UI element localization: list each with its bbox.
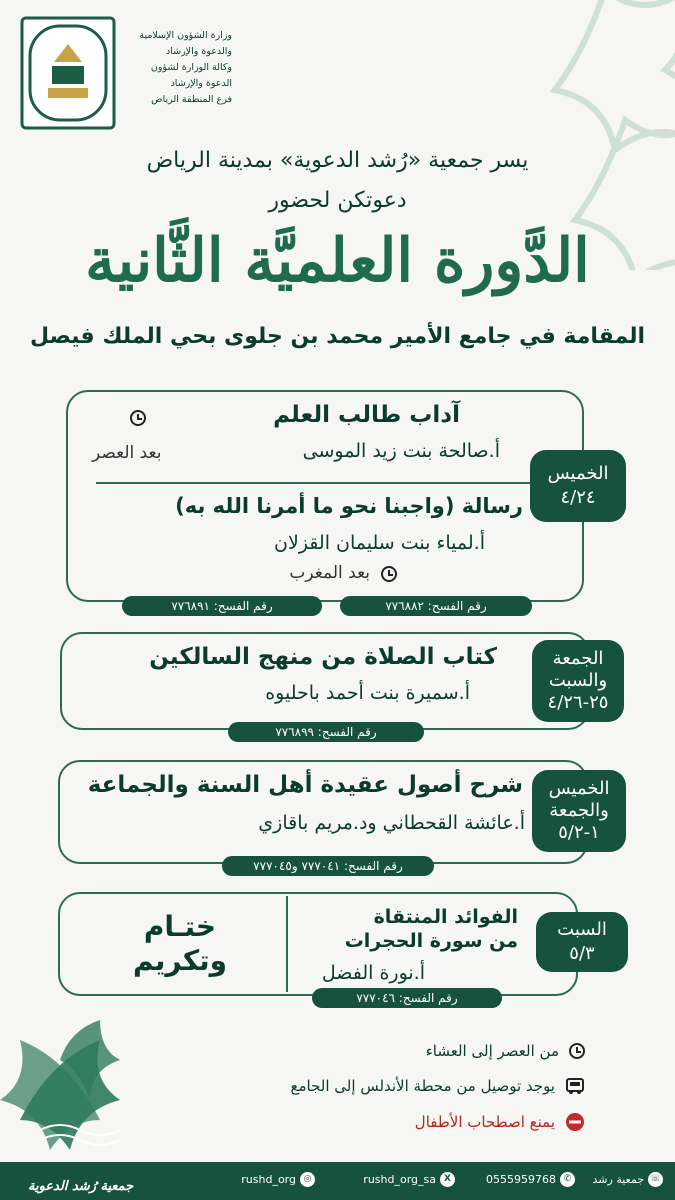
footer-x[interactable]	[363, 1172, 455, 1187]
day-tag-1	[530, 450, 626, 522]
permit-number: رقم الفسح: ٧٧٧٠٤٦	[312, 988, 502, 1008]
ministry-logo	[18, 14, 118, 132]
footer-ig-text: rushd_org	[241, 1173, 296, 1186]
permit-number: رقم الفسح: ٧٧٧٠٤١ و٧٧٧٠٤٥	[222, 856, 434, 876]
clock-icon	[381, 566, 397, 582]
day-date: ١-٥/٢	[558, 822, 600, 843]
note-text: من العصر إلى العشاء	[425, 1042, 559, 1060]
whatsapp-icon: ☏	[648, 1172, 663, 1187]
venue-text: المقامة في جامع الأمير محمد بن جلوى بحي الملك فيصل	[29, 324, 646, 349]
note-text: يوجد توصيل من محطة الأندلس إلى الجامع	[290, 1077, 555, 1095]
day-name: الخميس	[548, 778, 610, 799]
session-time	[381, 564, 397, 584]
footer-bar	[0, 1162, 675, 1200]
footer-phone[interactable]	[486, 1172, 575, 1187]
ministry-line: الدعوة والإرشاد	[170, 78, 232, 89]
session-teacher: أ.سميرة بنت أحمد باحليوه	[265, 682, 470, 704]
note-text: يمنع اصطحاب الأطفال	[414, 1113, 555, 1131]
phone-icon: ✆	[560, 1172, 575, 1187]
note-time	[426, 1042, 585, 1060]
ministry-line: فرع المنطقة الرياض	[151, 94, 232, 105]
footer-org[interactable]	[593, 1172, 663, 1187]
clock-icon	[130, 410, 146, 426]
ornament-bottom-left	[0, 1000, 200, 1180]
day-tag-2	[532, 640, 624, 722]
footer-x-text: rushd_org_sa	[363, 1173, 436, 1186]
card-divider	[286, 896, 288, 992]
clock-icon	[569, 1043, 585, 1059]
course-title: الدَّورة العلميَّة الثَّانية	[85, 226, 590, 296]
session-title: رسالة (واجبنا نحو ما أمرنا الله به)	[175, 494, 523, 518]
x-icon: X	[440, 1172, 455, 1187]
ministry-line: وزارة الشؤون الإسلامية	[139, 30, 232, 41]
bus-icon	[565, 1076, 585, 1096]
day-date: ٢٥-٤/٢٦	[547, 692, 609, 713]
no-entry-icon	[565, 1112, 585, 1132]
day-date: ٥/٣	[569, 943, 595, 964]
day-name: والجمعة	[549, 800, 609, 821]
day-date: ٤/٢٤	[560, 487, 596, 508]
note-children	[415, 1112, 585, 1132]
closing-ceremony	[110, 910, 250, 978]
session-title: شرح أصول عقيدة أهل السنة والجماعة	[87, 772, 523, 798]
footer-org-text: جمعية رشد	[592, 1173, 644, 1186]
day-name: والسبت	[548, 670, 608, 691]
session-title: الفوائد المنتقاة	[373, 906, 518, 928]
ministry-text	[120, 28, 232, 108]
session-teacher: أ.عائشة القحطاني ود.مريم باقازي	[258, 812, 525, 834]
day-name: الجمعة	[552, 648, 604, 669]
closing-line: وتكريم	[132, 944, 228, 977]
session-title: آداب طالب العلم	[273, 402, 460, 428]
day-name: الخميس	[547, 463, 609, 484]
session-teacher: أ.نورة الفضل	[321, 962, 425, 984]
permit-number: رقم الفسح: ٧٧٦٨٨٢	[340, 596, 532, 616]
card-divider	[96, 482, 532, 484]
intro-line-2: دعوتكن لحضور	[268, 188, 407, 213]
session-title: كتاب الصلاة من منهج السالكين	[149, 644, 497, 670]
session-title: من سورة الحجرات	[344, 930, 518, 952]
footer-ig[interactable]	[241, 1172, 315, 1187]
brand-logo-text: جمعية رُشد الدعوية	[28, 1179, 134, 1194]
session-time-label: بعد المغرب	[289, 563, 370, 583]
permit-number: رقم الفسح: ٧٧٦٨٩٩	[228, 722, 424, 742]
session-time	[130, 408, 146, 428]
intro-line-1: يسر جمعية «رُشد الدعوية» بمدينة الرياض	[146, 148, 529, 173]
ministry-line: والدعوة والإرشاد	[166, 46, 232, 57]
session-time-label: بعد العصر	[92, 443, 162, 463]
day-tag-3	[532, 770, 626, 852]
ministry-line: وكالة الوزارة لشؤون	[150, 62, 232, 73]
day-name: السبت	[557, 919, 607, 940]
permit-number: رقم الفسح: ٧٧٦٨٩١	[122, 596, 322, 616]
instagram-icon: ◎	[300, 1172, 315, 1187]
closing-line: ختـام	[143, 910, 217, 943]
note-transport	[291, 1076, 585, 1096]
footer-phone-text: 0555959768	[486, 1173, 556, 1186]
session-teacher: أ.لمياء بنت سليمان القزلان	[274, 532, 485, 554]
day-tag-4	[536, 912, 628, 972]
session-teacher: أ.صالحة بنت زيد الموسى	[302, 440, 500, 462]
